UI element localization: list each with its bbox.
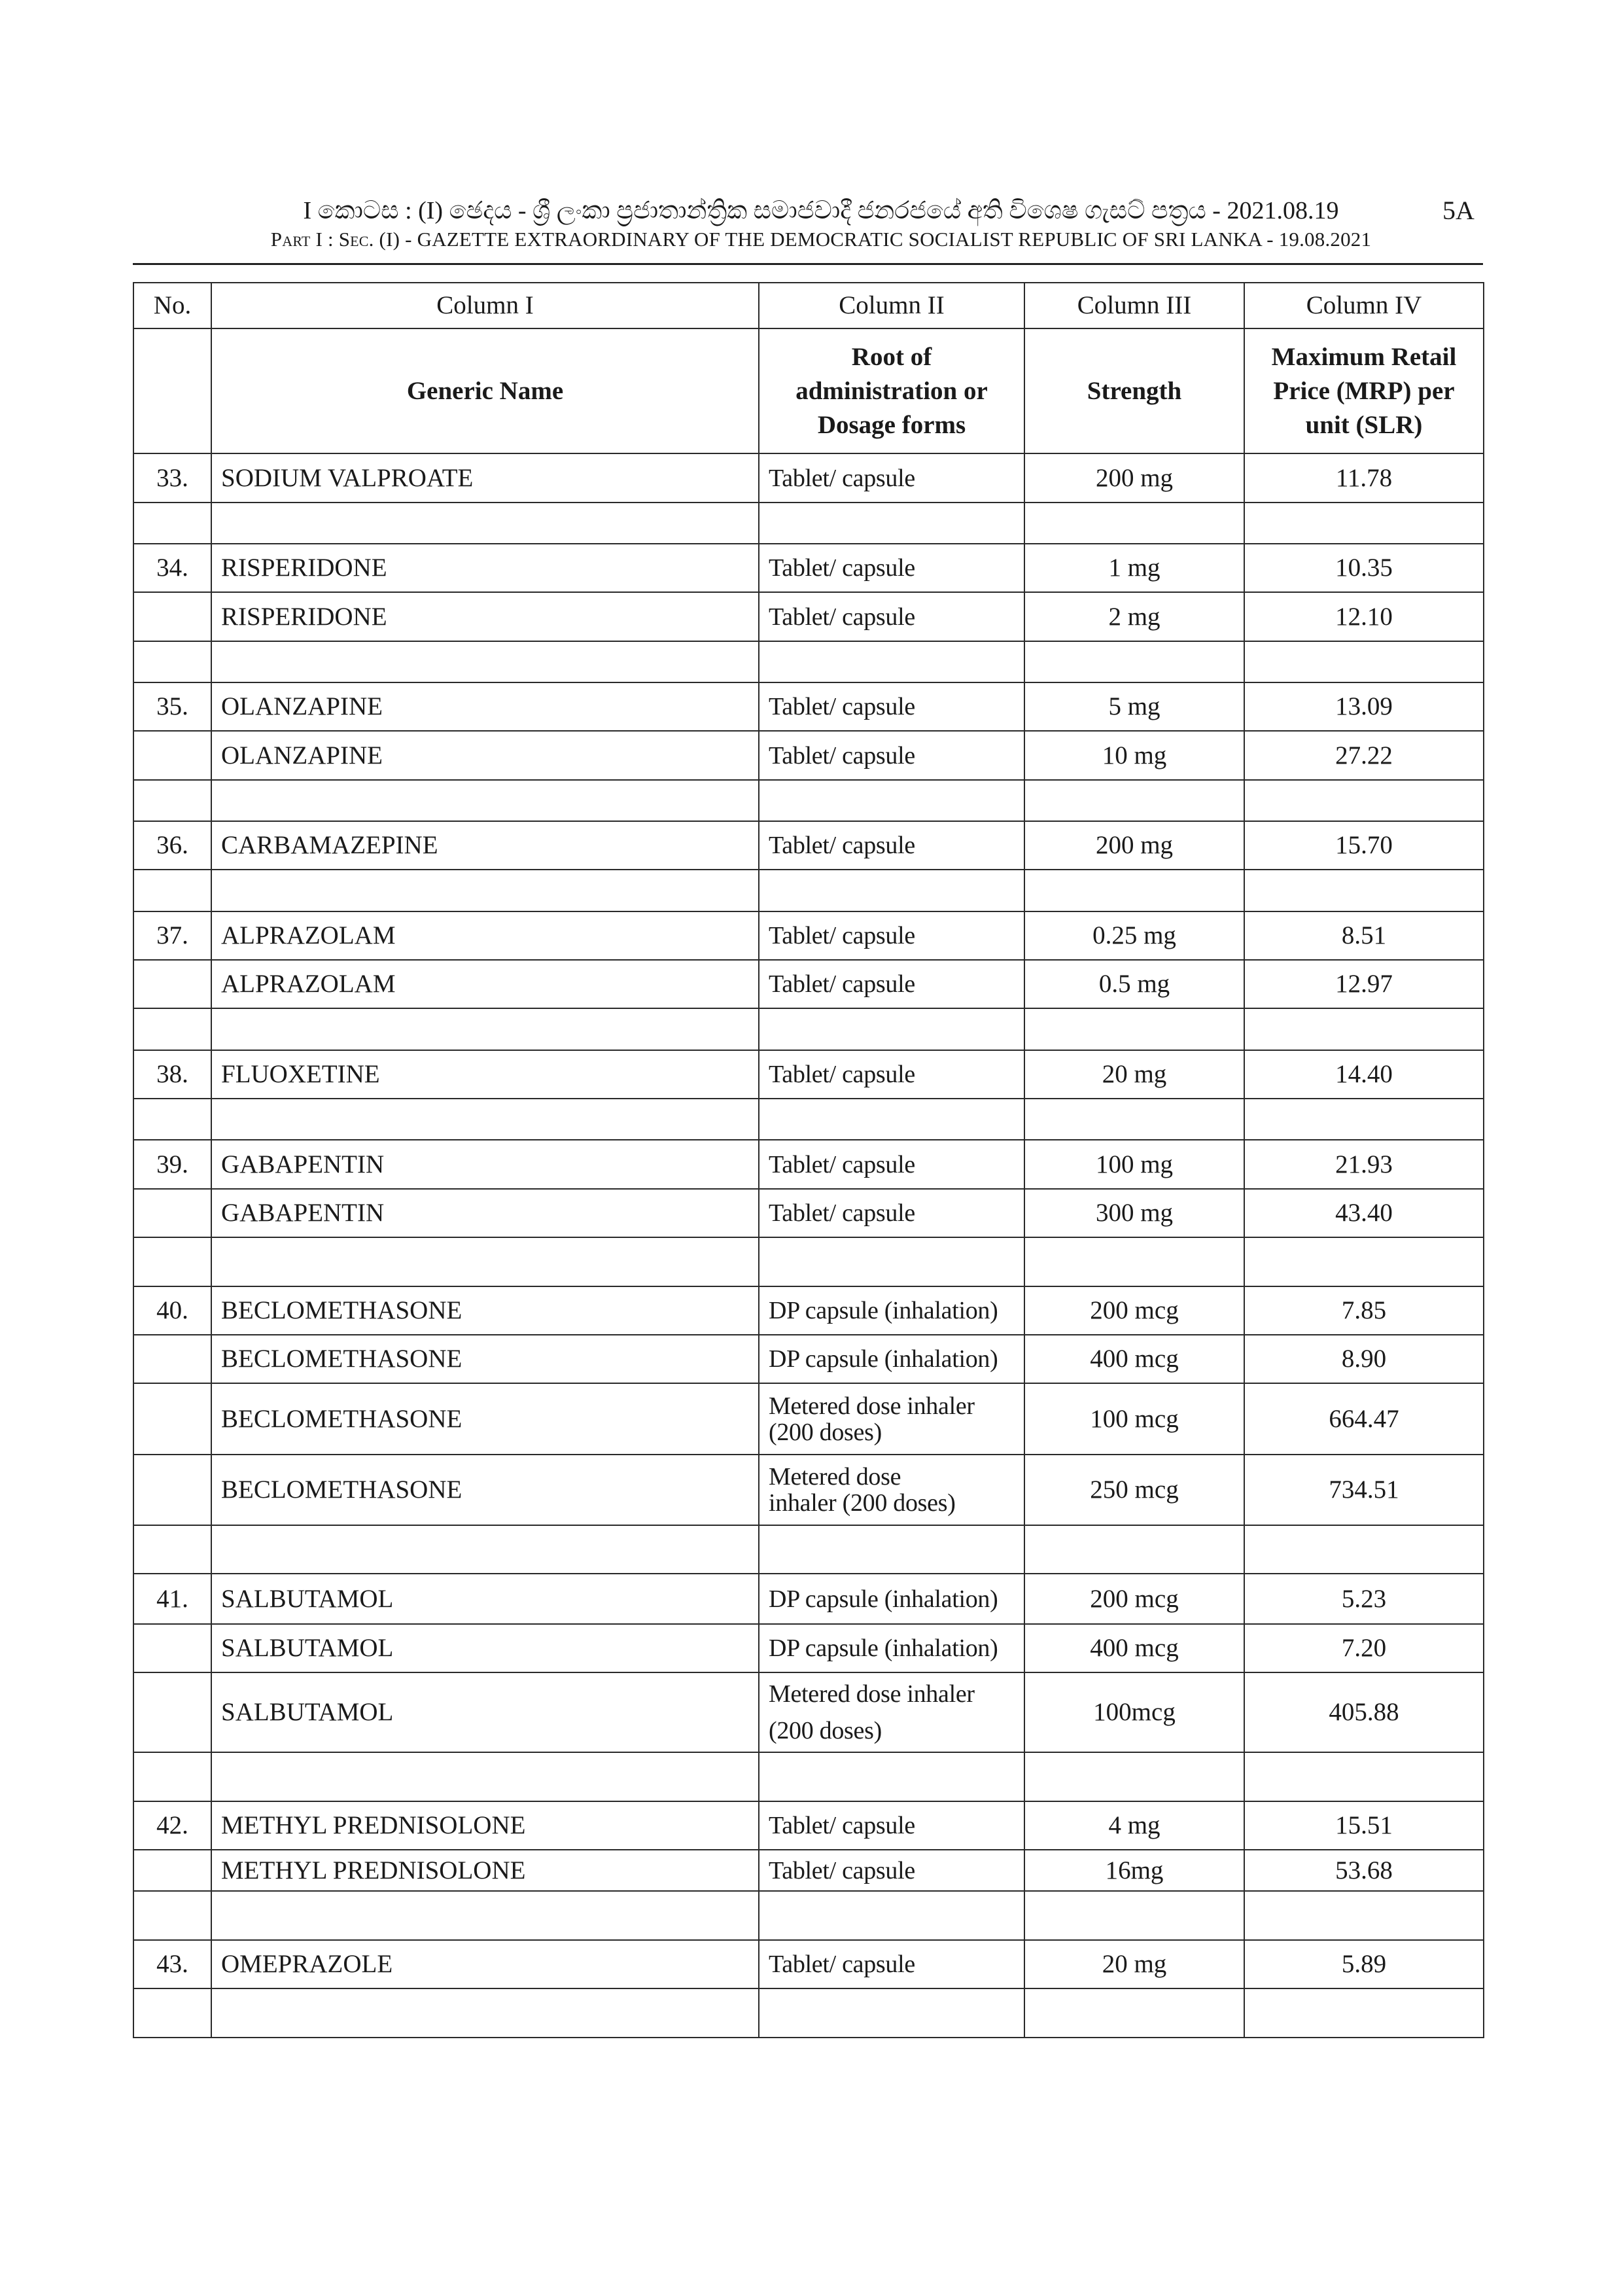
mrp-cell: 13.09	[1244, 682, 1484, 731]
header-column-iii: Column III	[1024, 283, 1244, 328]
dosage-form-cell	[759, 731, 1024, 780]
empty-cell	[1024, 1891, 1244, 1940]
dosage-form-line: inhaler (200 doses)	[769, 1489, 956, 1517]
dosage-form-line: Tablet/ capsule	[769, 1061, 915, 1088]
item-number-cell	[133, 960, 211, 1008]
dosage-form-line: Tablet/ capsule	[769, 603, 915, 631]
table-row	[133, 1850, 1484, 1891]
empty-cell	[211, 1237, 759, 1286]
table-row	[133, 1455, 1484, 1525]
spacer-row	[133, 503, 1484, 544]
dosage-form-line: Metered dose	[769, 1463, 901, 1491]
strength-cell: 16mg	[1024, 1850, 1244, 1891]
generic-name-cell: SODIUM VALPROATE	[211, 453, 759, 503]
item-number-cell	[133, 1850, 211, 1891]
dosage-form-line: Tablet/ capsule	[769, 832, 915, 859]
empty-cell	[1244, 641, 1484, 682]
mrp-cell: 27.22	[1244, 731, 1484, 780]
table-row	[133, 911, 1484, 960]
header-route	[759, 328, 1024, 453]
empty-cell	[133, 1525, 211, 1574]
dosage-form-cell	[759, 1455, 1024, 1525]
empty-cell	[1024, 1988, 1244, 2038]
mrp-cell: 11.78	[1244, 453, 1484, 503]
header-column-iv: Column IV	[1244, 283, 1484, 328]
empty-cell	[211, 870, 759, 911]
mrp-cell: 12.97	[1244, 960, 1484, 1008]
empty-cell	[1244, 1988, 1484, 2038]
empty-cell	[1244, 1525, 1484, 1574]
strength-cell: 1 mg	[1024, 544, 1244, 592]
mrp-cell: 14.40	[1244, 1050, 1484, 1099]
table-row	[133, 682, 1484, 731]
dosage-form-line: DP capsule (inhalation)	[769, 1634, 998, 1662]
table-row	[133, 1050, 1484, 1099]
strength-cell: 100 mcg	[1024, 1383, 1244, 1455]
empty-cell	[133, 1752, 211, 1801]
strength-cell: 200 mg	[1024, 821, 1244, 870]
table-row	[133, 960, 1484, 1008]
header-mrp	[1244, 328, 1484, 453]
empty-cell	[759, 1988, 1024, 2038]
header-generic-name: Generic Name	[211, 328, 759, 453]
item-number-cell: 40.	[133, 1286, 211, 1335]
column-title-row	[133, 328, 1484, 453]
empty-cell	[759, 870, 1024, 911]
empty-cell	[133, 1237, 211, 1286]
mrp-cell: 7.20	[1244, 1624, 1484, 1672]
strength-cell: 100mcg	[1024, 1672, 1244, 1752]
spacer-row	[133, 1099, 1484, 1140]
dosage-form-cell	[759, 453, 1024, 503]
empty-cell	[211, 1988, 759, 2038]
empty-cell	[1244, 870, 1484, 911]
strength-cell: 0.25 mg	[1024, 911, 1244, 960]
mrp-cell: 15.70	[1244, 821, 1484, 870]
empty-cell	[211, 1008, 759, 1050]
table-row	[133, 1574, 1484, 1624]
page-number: 5A	[1442, 196, 1475, 225]
mrp-cell: 8.90	[1244, 1335, 1484, 1383]
table-row	[133, 453, 1484, 503]
item-number-cell: 34.	[133, 544, 211, 592]
dosage-form-cell	[759, 960, 1024, 1008]
strength-cell: 200 mcg	[1024, 1286, 1244, 1335]
item-number-cell	[133, 1455, 211, 1525]
generic-name-cell: ALPRAZOLAM	[211, 960, 759, 1008]
header-mrp-line: Price (MRP) per	[1273, 376, 1455, 405]
header-no: No.	[133, 283, 211, 328]
spacer-row	[133, 641, 1484, 682]
mrp-cell: 734.51	[1244, 1455, 1484, 1525]
empty-cell	[759, 1525, 1024, 1574]
dosage-form-cell	[759, 1624, 1024, 1672]
generic-name-cell: ALPRAZOLAM	[211, 911, 759, 960]
generic-name-cell: OLANZAPINE	[211, 731, 759, 780]
header-column-i: Column I	[211, 283, 759, 328]
generic-name-cell: SALBUTAMOL	[211, 1574, 759, 1624]
sinhala-running-header: I කොටස : (I) ඡෙදය - ශ්‍රී ලංකා ප්‍රජාතාන්ත්‍රික සමාජවාදී ජනරජයේ අති විශෙෂ ගැසට් පත්‍රය - 2021.08.19	[303, 197, 1339, 224]
item-number-cell: 37.	[133, 911, 211, 960]
mrp-cell: 405.88	[1244, 1672, 1484, 1752]
dosage-form-line: Tablet/ capsule	[769, 1150, 915, 1178]
spacer-row	[133, 1891, 1484, 1940]
mrp-cell: 21.93	[1244, 1140, 1484, 1189]
table-row	[133, 1383, 1484, 1455]
item-number-cell: 42.	[133, 1801, 211, 1850]
item-number-cell	[133, 592, 211, 641]
item-number-cell	[133, 731, 211, 780]
empty-cell	[1024, 870, 1244, 911]
mrp-cell: 5.89	[1244, 1940, 1484, 1988]
table-row	[133, 1801, 1484, 1850]
generic-name-cell: OLANZAPINE	[211, 682, 759, 731]
generic-name-cell: RISPERIDONE	[211, 544, 759, 592]
table-row	[133, 821, 1484, 870]
dosage-form-line: Tablet/ capsule	[769, 741, 915, 769]
mrp-cell: 664.47	[1244, 1383, 1484, 1455]
empty-cell	[1244, 1752, 1484, 1801]
empty-cell	[759, 503, 1024, 544]
generic-name-cell: BECLOMETHASONE	[211, 1455, 759, 1525]
strength-cell: 250 mcg	[1024, 1455, 1244, 1525]
table-row	[133, 1335, 1484, 1383]
mrp-cell: 43.40	[1244, 1189, 1484, 1237]
header-column-ii: Column II	[759, 283, 1024, 328]
item-number-cell: 43.	[133, 1940, 211, 1988]
generic-name-cell: BECLOMETHASONE	[211, 1335, 759, 1383]
strength-cell: 4 mg	[1024, 1801, 1244, 1850]
dosage-form-cell	[759, 1050, 1024, 1099]
dosage-form-line: Tablet/ capsule	[769, 1951, 915, 1978]
table-row	[133, 731, 1484, 780]
empty-cell	[1244, 780, 1484, 821]
spacer-row	[133, 1525, 1484, 1574]
dosage-form-line: (200 doses)	[769, 1418, 882, 1446]
strength-cell: 200 mg	[1024, 453, 1244, 503]
dosage-form-line: Tablet/ capsule	[769, 970, 915, 998]
header-route-line: Dosage forms	[817, 410, 966, 439]
generic-name-cell: METHYL PREDNISOLONE	[211, 1801, 759, 1850]
empty-cell	[133, 1008, 211, 1050]
table-row	[133, 1672, 1484, 1752]
spacer-row	[133, 1752, 1484, 1801]
empty-cell	[759, 1891, 1024, 1940]
generic-name-cell: METHYL PREDNISOLONE	[211, 1850, 759, 1891]
table-row	[133, 1189, 1484, 1237]
empty-cell	[1244, 503, 1484, 544]
dosage-form-line: Tablet/ capsule	[769, 1199, 915, 1227]
item-number-cell	[133, 1672, 211, 1752]
gazette-title: - GAZETTE EXTRAORDINARY OF THE DEMOCRATIC SOCIALIST REPUBLIC OF SRI LANKA - 19.08.2021	[400, 228, 1372, 251]
strength-cell: 5 mg	[1024, 682, 1244, 731]
generic-name-cell: GABAPENTIN	[211, 1189, 759, 1237]
strength-cell: 300 mg	[1024, 1189, 1244, 1237]
strength-cell: 100 mg	[1024, 1140, 1244, 1189]
dosage-form-cell	[759, 1286, 1024, 1335]
empty-cell	[1024, 1752, 1244, 1801]
dosage-form-cell	[759, 1801, 1024, 1850]
dosage-form-cell	[759, 1189, 1024, 1237]
table-row	[133, 1940, 1484, 1988]
header-route-line: Root of	[851, 342, 932, 371]
strength-cell: 200 mcg	[1024, 1574, 1244, 1624]
empty-cell	[1244, 1237, 1484, 1286]
mrp-cell: 5.23	[1244, 1574, 1484, 1624]
header-rule	[133, 263, 1483, 265]
table-row	[133, 1140, 1484, 1189]
english-running-header	[229, 228, 1413, 251]
empty-cell	[1244, 1008, 1484, 1050]
dosage-form-line: Tablet/ capsule	[769, 554, 915, 582]
spacer-row	[133, 870, 1484, 911]
dosage-form-line: Metered dose inhaler	[769, 1392, 975, 1420]
empty-cell	[133, 1099, 211, 1140]
mrp-cell: 10.35	[1244, 544, 1484, 592]
generic-name-cell: SALBUTAMOL	[211, 1624, 759, 1672]
item-number-cell: 38.	[133, 1050, 211, 1099]
dosage-form-cell	[759, 821, 1024, 870]
header-mrp-line: unit (SLR)	[1305, 410, 1423, 439]
item-number-cell	[133, 1189, 211, 1237]
strength-cell: 20 mg	[1024, 1940, 1244, 1988]
dosage-form-cell	[759, 1140, 1024, 1189]
dosage-form-cell	[759, 1850, 1024, 1891]
empty-cell	[211, 503, 759, 544]
dosage-form-cell	[759, 1574, 1024, 1624]
item-number-cell: 36.	[133, 821, 211, 870]
empty-cell	[1024, 1099, 1244, 1140]
item-number-cell: 33.	[133, 453, 211, 503]
price-table	[133, 282, 1484, 2038]
generic-name-cell: FLUOXETINE	[211, 1050, 759, 1099]
empty-cell	[759, 1752, 1024, 1801]
column-number-row	[133, 283, 1484, 328]
generic-name-cell: BECLOMETHASONE	[211, 1286, 759, 1335]
dosage-form-line: Tablet/ capsule	[769, 693, 915, 720]
mrp-cell: 12.10	[1244, 592, 1484, 641]
dosage-form-cell	[759, 1940, 1024, 1988]
strength-cell: 0.5 mg	[1024, 960, 1244, 1008]
dosage-form-line: Tablet/ capsule	[769, 1856, 915, 1884]
dosage-form-line: Tablet/ capsule	[769, 922, 915, 949]
empty-cell	[133, 503, 211, 544]
empty-cell	[759, 780, 1024, 821]
header-mrp-line: Maximum Retail	[1271, 342, 1457, 371]
table-row	[133, 1624, 1484, 1672]
empty-cell	[1024, 780, 1244, 821]
mrp-cell: 7.85	[1244, 1286, 1484, 1335]
dosage-form-cell	[759, 1383, 1024, 1455]
empty-cell	[211, 1099, 759, 1140]
strength-cell: 10 mg	[1024, 731, 1244, 780]
empty-cell	[211, 1525, 759, 1574]
empty-cell	[211, 1752, 759, 1801]
generic-name-cell: OMEPRAZOLE	[211, 1940, 759, 1988]
generic-name-cell: GABAPENTIN	[211, 1140, 759, 1189]
dosage-form-cell	[759, 544, 1024, 592]
header-strength: Strength	[1024, 328, 1244, 453]
empty-cell	[133, 1988, 211, 2038]
empty-cell	[211, 1891, 759, 1940]
dosage-form-line: DP capsule (inhalation)	[769, 1297, 998, 1324]
part-section-label: Part I : Sec. (I)	[270, 228, 400, 251]
dosage-form-cell	[759, 592, 1024, 641]
empty-cell	[133, 870, 211, 911]
generic-name-cell: RISPERIDONE	[211, 592, 759, 641]
item-number-cell	[133, 1335, 211, 1383]
dosage-form-line: Tablet/ capsule	[769, 1812, 915, 1839]
empty-cell	[1244, 1099, 1484, 1140]
empty-cell	[759, 641, 1024, 682]
empty-cell	[1024, 641, 1244, 682]
strength-cell: 400 mcg	[1024, 1335, 1244, 1383]
dosage-form-line: (200 doses)	[769, 1717, 882, 1744]
mrp-cell: 53.68	[1244, 1850, 1484, 1891]
strength-cell: 20 mg	[1024, 1050, 1244, 1099]
generic-name-cell: BECLOMETHASONE	[211, 1383, 759, 1455]
table-row	[133, 1286, 1484, 1335]
empty-cell	[211, 641, 759, 682]
empty-cell	[133, 641, 211, 682]
generic-name-cell: CARBAMAZEPINE	[211, 821, 759, 870]
spacer-row	[133, 1008, 1484, 1050]
dosage-form-line: Metered dose inhaler	[769, 1680, 975, 1708]
header-route-line: administration or	[795, 376, 988, 405]
spacer-row	[133, 1237, 1484, 1286]
empty-cell	[133, 1891, 211, 1940]
dosage-form-cell	[759, 682, 1024, 731]
dosage-form-cell	[759, 911, 1024, 960]
item-number-cell	[133, 1624, 211, 1672]
empty-cell	[1244, 1891, 1484, 1940]
header-blank	[133, 328, 211, 453]
empty-cell	[759, 1237, 1024, 1286]
item-number-cell	[133, 1383, 211, 1455]
dosage-form-cell	[759, 1335, 1024, 1383]
strength-cell: 2 mg	[1024, 592, 1244, 641]
dosage-form-line: DP capsule (inhalation)	[769, 1585, 998, 1613]
empty-cell	[1024, 1008, 1244, 1050]
empty-cell	[133, 780, 211, 821]
empty-cell	[211, 780, 759, 821]
empty-cell	[759, 1008, 1024, 1050]
empty-cell	[1024, 503, 1244, 544]
generic-name-cell: SALBUTAMOL	[211, 1672, 759, 1752]
item-number-cell: 39.	[133, 1140, 211, 1189]
dosage-form-cell	[759, 1672, 1024, 1752]
table-row	[133, 544, 1484, 592]
spacer-row	[133, 1988, 1484, 2038]
item-number-cell: 35.	[133, 682, 211, 731]
table-row	[133, 592, 1484, 641]
strength-cell: 400 mcg	[1024, 1624, 1244, 1672]
spacer-row	[133, 780, 1484, 821]
item-number-cell: 41.	[133, 1574, 211, 1624]
dosage-form-line: Tablet/ capsule	[769, 464, 915, 492]
empty-cell	[1024, 1237, 1244, 1286]
empty-cell	[759, 1099, 1024, 1140]
empty-cell	[1024, 1525, 1244, 1574]
dosage-form-line: DP capsule (inhalation)	[769, 1345, 998, 1373]
mrp-cell: 8.51	[1244, 911, 1484, 960]
mrp-cell: 15.51	[1244, 1801, 1484, 1850]
